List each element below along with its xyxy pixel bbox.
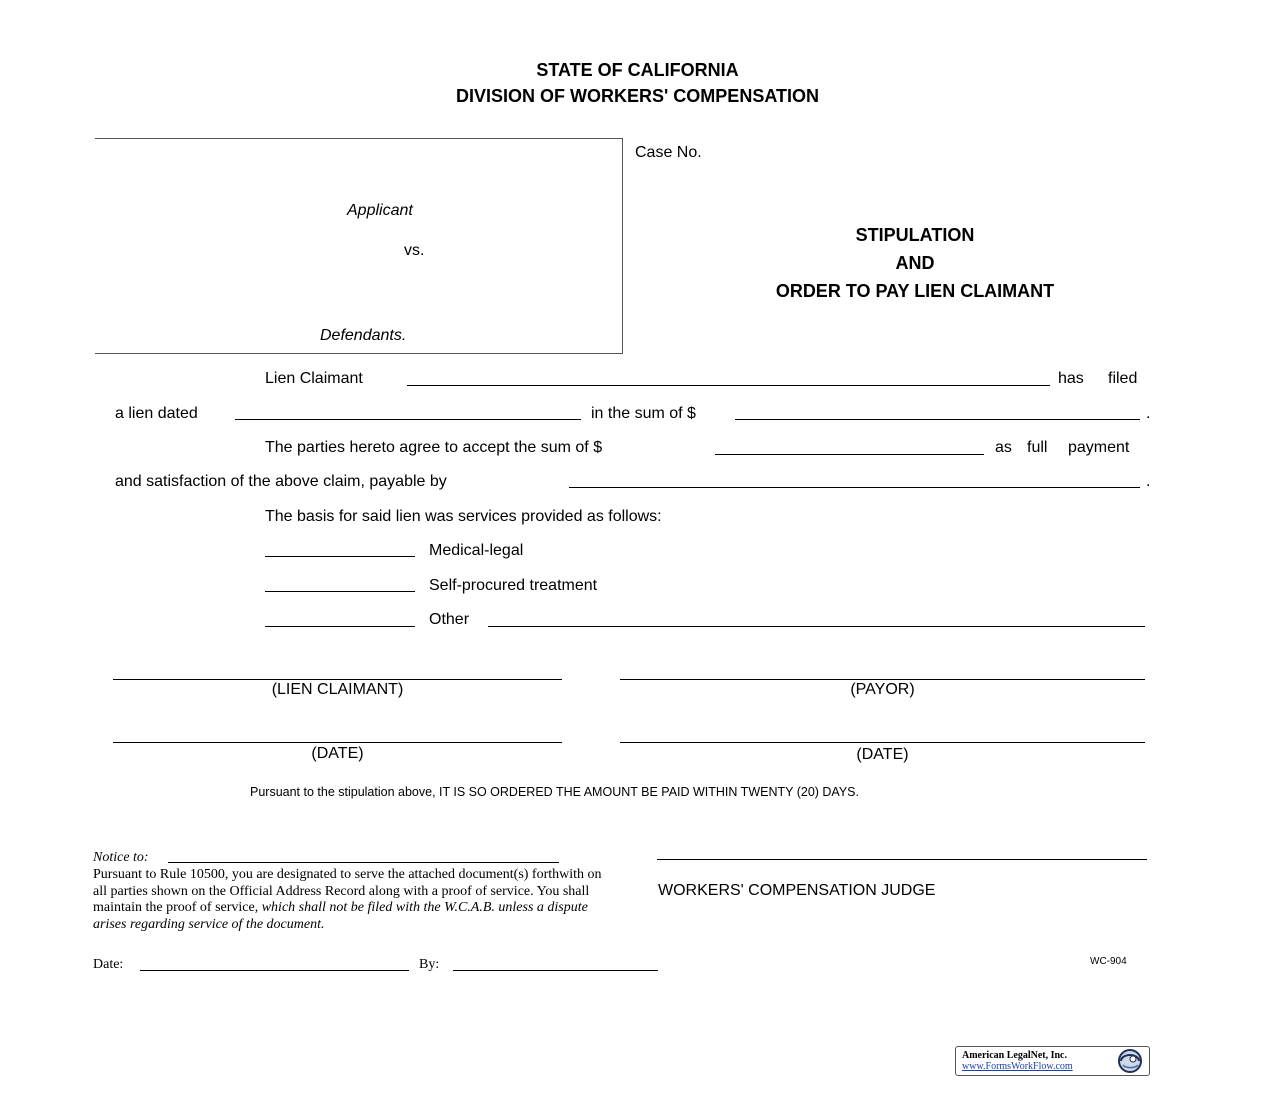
period-2: . <box>1146 473 1151 490</box>
applicant-label: Applicant <box>347 202 413 219</box>
vs-label: vs. <box>404 242 425 259</box>
company-url[interactable]: www.FormsWorkFlow.com <box>962 1061 1073 1072</box>
order-statement: Pursuant to the stipulation above, IT IS SO ORDERED THE AMOUNT BE PAID WITHIN TWENTY (20) DAYS. <box>250 785 859 799</box>
lien-claimant-field[interactable] <box>407 385 1050 386</box>
notice-text-plain: Pursuant to Rule 10500, you are designated to serve the attached document(s) forthwith on all parties shown on the Official Address Record along with a proof of service. You shall maintain the proof of service, <box>93 867 602 915</box>
medical-legal-checkline[interactable] <box>265 556 415 557</box>
agree-sum-label: The parties hereto agree to accept the sum of $ <box>265 439 603 456</box>
period-1: . <box>1146 405 1151 422</box>
lien-claimant-date-line[interactable] <box>113 742 562 743</box>
filed-text: filed <box>1108 370 1138 387</box>
caption-box <box>95 138 623 354</box>
globe-icon <box>1114 1048 1146 1074</box>
title-order: ORDER TO PAY LIEN CLAIMANT <box>775 281 1055 301</box>
notice-to-field[interactable] <box>168 862 559 863</box>
notice-date-field[interactable] <box>140 970 409 971</box>
notice-by-label: By: <box>419 957 440 972</box>
lien-claimant-label: Lien Claimant <box>265 370 363 387</box>
title-stipulation: STIPULATION <box>855 225 975 245</box>
self-procured-option: Self-procured treatment <box>429 577 598 594</box>
american-legalnet-logo[interactable] <box>955 1046 1150 1076</box>
full-text: full <box>1027 439 1048 456</box>
sum-label: in the sum of $ <box>591 405 696 422</box>
payor-date-label: (DATE) <box>856 746 909 763</box>
medical-legal-option: Medical-legal <box>429 542 524 559</box>
header-state: STATE OF CALIFORNIA <box>536 60 739 80</box>
basis-label: The basis for said lien was services provided as follows: <box>265 508 662 525</box>
payable-by-field[interactable] <box>569 487 1140 488</box>
notice-by-field[interactable] <box>453 970 658 971</box>
as-text: as <box>995 439 1012 456</box>
payable-by-label: and satisfaction of the above claim, payable by <box>115 473 447 490</box>
payor-date-line[interactable] <box>620 742 1145 743</box>
has-text: has <box>1058 370 1084 387</box>
lien-sum-field[interactable] <box>735 419 1140 420</box>
notice-to-label: Notice to: <box>93 850 149 865</box>
company-name: American LegalNet, Inc. <box>962 1050 1067 1061</box>
payor-signature-label: (PAYOR) <box>850 681 915 698</box>
case-number-label: Case No. <box>635 144 702 161</box>
other-checkline[interactable] <box>265 626 415 627</box>
lien-claimant-signature-line[interactable] <box>113 679 562 680</box>
lien-date-field[interactable] <box>235 419 581 420</box>
defendants-label: Defendants. <box>320 327 407 344</box>
self-procured-checkline[interactable] <box>265 591 415 592</box>
other-option: Other <box>429 611 470 628</box>
judge-label: WORKERS' COMPENSATION JUDGE <box>658 882 936 899</box>
lien-claimant-signature-label: (LIEN CLAIMANT) <box>271 681 404 698</box>
agreed-sum-field[interactable] <box>715 454 984 455</box>
payment-text: payment <box>1068 439 1130 456</box>
notice-text <box>93 867 608 933</box>
payor-signature-line[interactable] <box>620 679 1145 680</box>
other-description-field[interactable] <box>488 626 1145 627</box>
notice-date-label: Date: <box>93 957 124 972</box>
notice-text-italic: which shall not be filed with the W.C.A.B. unless a dispute arises regarding service of the document. <box>93 900 588 932</box>
lien-dated-label: a lien dated <box>115 405 198 422</box>
judge-signature-line[interactable] <box>657 859 1147 860</box>
header-division: DIVISION OF WORKERS' COMPENSATION <box>456 86 819 106</box>
title-and: AND <box>895 253 935 273</box>
lien-claimant-date-label: (DATE) <box>311 745 364 762</box>
form-number: WC-904 <box>1090 956 1127 967</box>
